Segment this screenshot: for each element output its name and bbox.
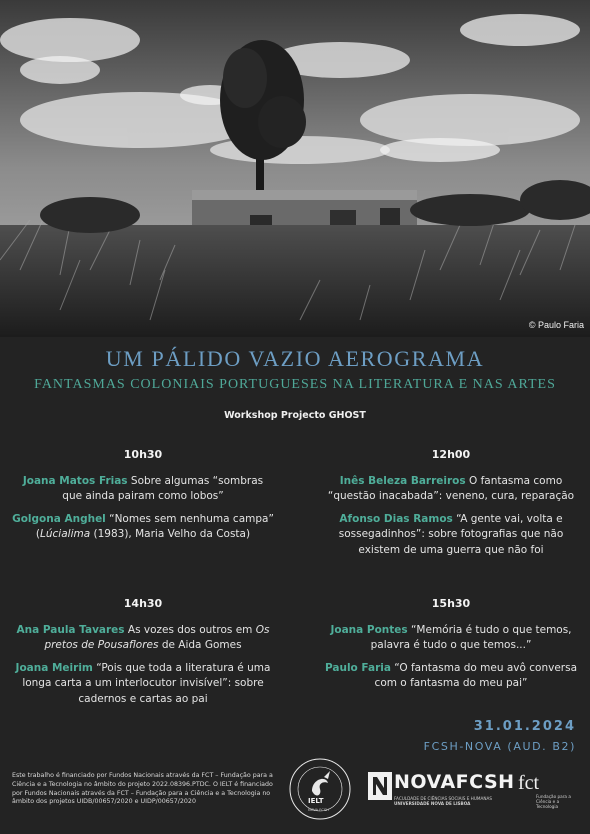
talk-title: “A gente vai, volta e sossegadinhos”: sobre fotografias que não existem de uma guerra que não foi [338, 512, 564, 556]
fct-logo [516, 772, 574, 816]
header-photo [0, 0, 590, 337]
photo-credit: © Paulo Faria [528, 320, 584, 330]
workshop-label: Workshop Projecto GHOST [224, 410, 366, 421]
session-1200 [320, 447, 582, 565]
speaker-name: Paulo Faria [324, 661, 391, 674]
talk-title-italic: Os pretos de Pousaflores [44, 623, 270, 651]
talk-item [320, 623, 582, 654]
event-date: 31.01.2024 [473, 719, 576, 734]
ielt-logo [288, 757, 352, 821]
session-time: 15h30 [431, 597, 471, 610]
poster-title: UM PÁLIDO VAZIO AEROGRAMA [105, 346, 485, 371]
session-1430 [12, 596, 274, 714]
talk-title: (1983), Maria Velho da Costa) [90, 528, 251, 540]
talk-title: As vozes dos outros em [124, 623, 256, 636]
fct-wordmark: fct [518, 772, 540, 794]
nova-sub [394, 796, 492, 806]
talk-title: “Memória é tudo o que temos, palavra é tudo o que temos...” [370, 623, 572, 651]
ruined-house-photo-icon [0, 0, 590, 337]
ielt-label: IELT [308, 797, 324, 805]
nova-n-icon [368, 772, 392, 800]
talk-item [320, 512, 582, 559]
talk-title: de Aida Gomes [158, 639, 242, 651]
fct-sub: Fundação para a Ciência e a Tecnologia [536, 794, 571, 809]
talk-item [12, 623, 274, 654]
event-venue: FCSH-NOVA (AUD. B2) [423, 740, 576, 753]
poster-subtitle: FANTASMAS COLONIAIS PORTUGUESES NA LITERATURA E NAS ARTES [34, 377, 556, 392]
nova-wordmark: NOVAFCSH [394, 771, 515, 793]
talk-title-italic: Lúcialima [40, 528, 91, 540]
speaker-name: Joana Pontes [330, 623, 408, 636]
speaker-name: Joana Matos Frias [22, 474, 128, 487]
nova-sub-line: UNIVERSIDADE NOVA DE LISBOA [394, 801, 471, 806]
session-time: 10h30 [123, 448, 163, 461]
speaker-name: Afonso Dias Ramos [339, 512, 453, 525]
talk-item [12, 512, 274, 543]
speaker-name: Golgona Anghel [12, 512, 106, 525]
talk-item [12, 661, 274, 708]
talk-item [320, 661, 582, 692]
speaker-name: Ana Paula Tavares [16, 623, 125, 636]
ielt-sub: NOVA FCSH [308, 808, 329, 812]
nova-fcsh-logo [368, 770, 515, 814]
speaker-name: Inês Beleza Barreiros [339, 474, 466, 487]
talk-title: Sobre algumas “sombras que ainda pairam como lobos” [62, 474, 264, 502]
talk-title: “Pois que toda a literatura é uma longa carta a um interlocutor invisível”: sobre cadernos e cartas ao pai [22, 661, 271, 705]
session-time: 12h00 [431, 448, 471, 461]
talk-item [320, 474, 582, 505]
speaker-name: Joana Meirim [15, 661, 93, 674]
talk-item [12, 474, 274, 505]
session-1030 [12, 447, 274, 550]
session-1530 [320, 596, 582, 699]
talk-title: “Nomes sem nenhuma campa” ( [35, 512, 274, 540]
nova-sub-line: FACULDADE DE CIÊNCIAS SOCIAIS E HUMANAS [394, 796, 493, 801]
funding-notice: Este trabalho é financiado por Fundos Nacionais através da FCT – Fundação para a Ciência e a Tecnologia no âmbito do projeto 2022.08396.PTDC. O IELT é financiado por Fundos Nacionais através da FCT – Fundação para a Ciência e a Tecnologia no âmbito dos projetos UIDB/00657/2020 e UIDP/00657/2020 [12, 772, 273, 806]
talk-title: “O fantasma do meu avô conversa com o fantasma do meu pai” [374, 661, 578, 689]
talk-title: O fantasma como “questão inacabada”: veneno, cura, reparação [327, 474, 575, 502]
session-time: 14h30 [123, 597, 163, 610]
